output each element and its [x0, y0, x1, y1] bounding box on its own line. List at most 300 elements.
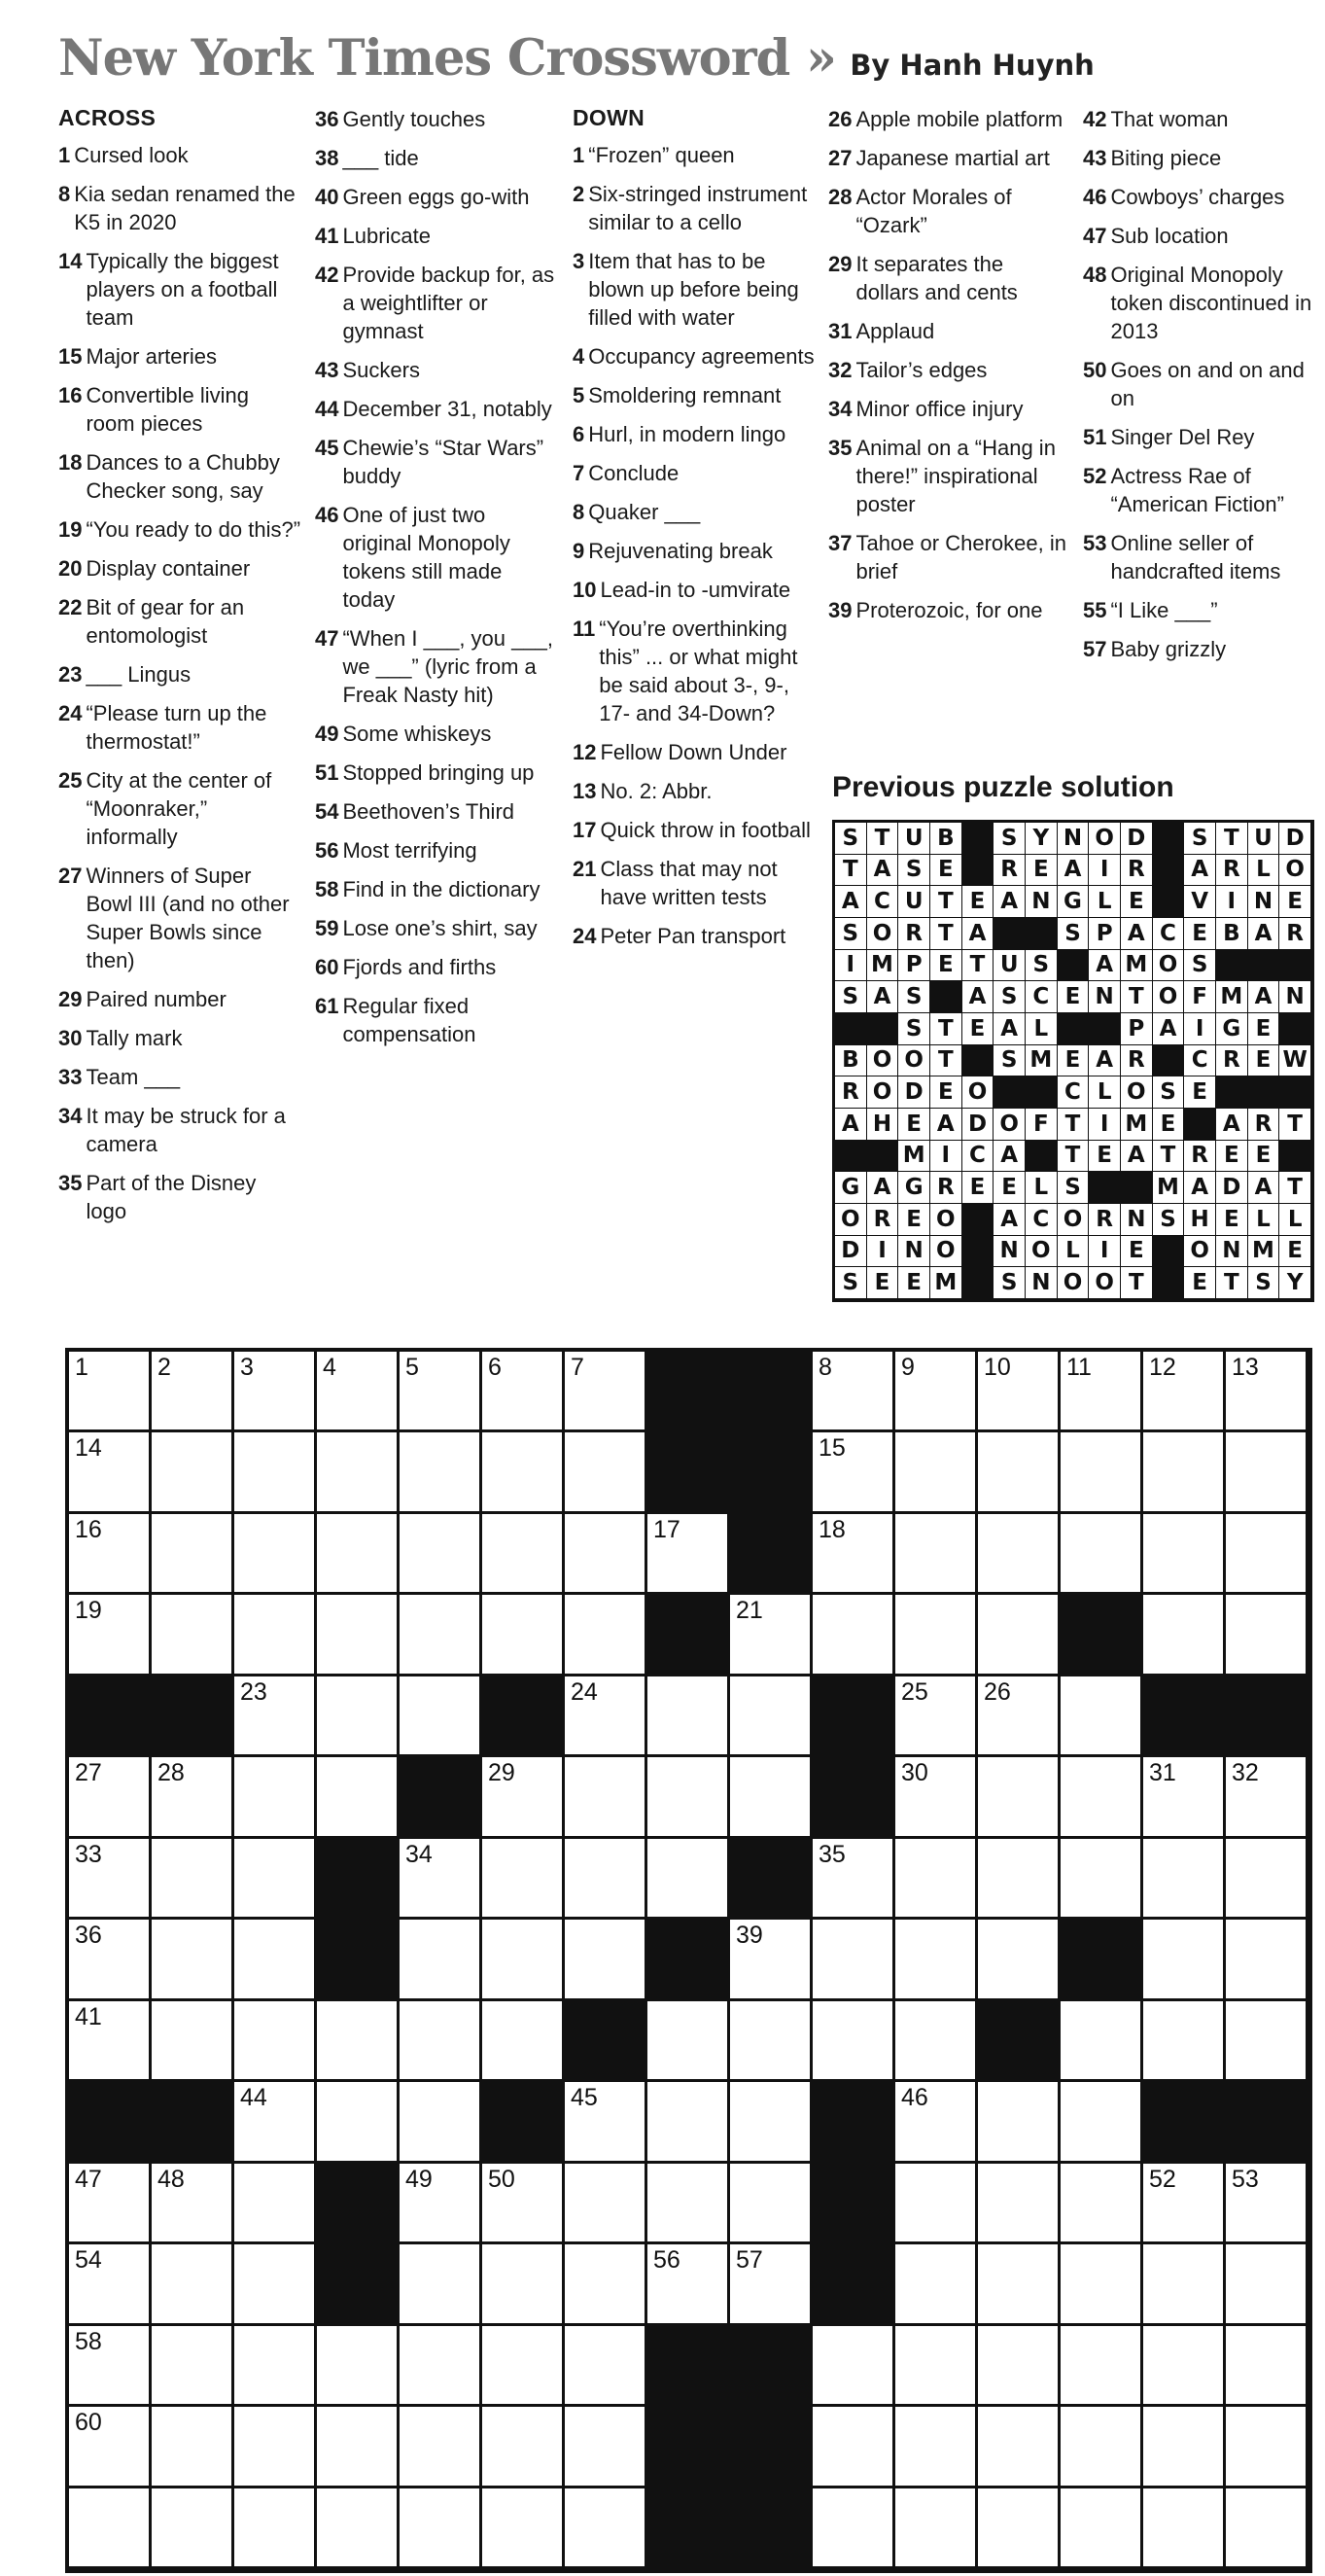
solution-block — [1089, 1172, 1121, 1204]
grid-cell[interactable] — [317, 1757, 400, 1838]
grid-cell[interactable] — [647, 1839, 730, 1920]
down-clue — [573, 816, 816, 844]
grid-cell[interactable] — [152, 1839, 234, 1920]
solution-block — [994, 1076, 1026, 1109]
grid-cell[interactable] — [482, 2244, 565, 2325]
grid-cell[interactable] — [565, 1676, 647, 1757]
cell-number: 24 — [571, 1677, 598, 1706]
clue-text: Biting piece — [1110, 146, 1222, 170]
grid-cell[interactable] — [1061, 2082, 1143, 2163]
grid-cell[interactable] — [69, 1920, 152, 2000]
grid-cell[interactable] — [1061, 1676, 1143, 1757]
grid-cell[interactable] — [317, 2326, 400, 2407]
grid-block — [647, 2488, 730, 2569]
grid-cell[interactable] — [69, 2001, 152, 2082]
grid-cell[interactable] — [1061, 2001, 1143, 2082]
grid-cell[interactable] — [482, 2326, 565, 2407]
grid-cell[interactable] — [565, 2164, 647, 2244]
solution-letter: G — [898, 1172, 930, 1204]
grid-cell[interactable] — [565, 2244, 647, 2325]
cell-number: 3 — [240, 1354, 254, 1381]
grid-cell[interactable] — [813, 1514, 895, 1595]
grid-cell[interactable] — [978, 2082, 1061, 2163]
grid-cell[interactable] — [482, 1839, 565, 1920]
grid-cell[interactable] — [1226, 1920, 1308, 2000]
grid-cell[interactable] — [730, 1676, 813, 1757]
solution-letter: R — [930, 1172, 962, 1204]
grid-cell[interactable] — [813, 2326, 895, 2407]
solution-letter: U — [1248, 823, 1280, 855]
grid-cell[interactable] — [565, 1839, 647, 1920]
solution-letter: H — [867, 1109, 899, 1141]
grid-cell[interactable] — [1143, 1514, 1226, 1595]
down-clue — [1083, 183, 1321, 211]
grid-cell[interactable] — [152, 1352, 234, 1432]
grid-cell[interactable] — [152, 1432, 234, 1513]
grid-cell[interactable] — [1226, 1757, 1308, 1838]
grid-cell[interactable] — [317, 1432, 400, 1513]
grid-cell[interactable] — [565, 1757, 647, 1838]
grid-cell[interactable] — [730, 2001, 813, 2082]
cell-number: 9 — [901, 1354, 915, 1381]
grid-cell[interactable] — [400, 2326, 482, 2407]
grid-cell[interactable] — [978, 1595, 1061, 1676]
grid-cell[interactable] — [1061, 2407, 1143, 2488]
grid-cell[interactable] — [1143, 2244, 1226, 2325]
cell-number: 57 — [736, 2246, 763, 2275]
grid-cell[interactable] — [400, 1839, 482, 1920]
clue-number: 58 — [315, 877, 339, 901]
grid-cell[interactable] — [400, 1595, 482, 1676]
grid-cell[interactable] — [1226, 2407, 1308, 2488]
grid-cell[interactable] — [482, 2407, 565, 2488]
solution-letter: E — [1279, 886, 1311, 918]
grid-cell[interactable] — [234, 2164, 317, 2244]
solution-letter: T — [867, 823, 899, 855]
grid-cell[interactable] — [1226, 2326, 1308, 2407]
across-clue — [58, 660, 301, 688]
grid-cell[interactable] — [152, 2244, 234, 2325]
grid-cell[interactable] — [895, 2488, 978, 2569]
grid-cell[interactable] — [813, 1839, 895, 1920]
cell-number: 15 — [819, 1434, 846, 1463]
grid-cell[interactable] — [1226, 1352, 1308, 1432]
grid-cell[interactable] — [647, 2082, 730, 2163]
clue-number: 45 — [315, 436, 339, 460]
grid-cell[interactable] — [1226, 2164, 1308, 2244]
grid-cell[interactable] — [1226, 1839, 1308, 1920]
solution-letter: A — [1121, 1141, 1153, 1173]
grid-cell[interactable] — [400, 1432, 482, 1513]
grid-cell[interactable] — [647, 2001, 730, 2082]
solution-letter: B — [1216, 918, 1248, 950]
solution-letter: E — [1184, 1076, 1216, 1109]
grid-cell[interactable] — [152, 1595, 234, 1676]
grid-cell[interactable] — [69, 2244, 152, 2325]
grid-cell[interactable] — [400, 2244, 482, 2325]
grid-cell[interactable] — [565, 1920, 647, 2000]
grid-cell[interactable] — [978, 2407, 1061, 2488]
grid-cell[interactable] — [234, 2326, 317, 2407]
grid-cell[interactable] — [317, 2001, 400, 2082]
grid-cell[interactable] — [1226, 2244, 1308, 2325]
cell-number: 44 — [240, 2084, 267, 2112]
grid-cell[interactable] — [895, 1595, 978, 1676]
clue-number: 57 — [1083, 637, 1107, 661]
grid-cell[interactable] — [978, 2244, 1061, 2325]
cell-number: 60 — [75, 2409, 102, 2437]
grid-cell[interactable] — [234, 2244, 317, 2325]
grid-cell[interactable] — [317, 2488, 400, 2569]
grid-cell[interactable] — [152, 2164, 234, 2244]
grid-block — [400, 1757, 482, 1838]
solution-letter: Y — [1026, 823, 1058, 855]
clue-number: 47 — [1083, 224, 1107, 248]
grid-cell[interactable] — [565, 2488, 647, 2569]
grid-cell[interactable] — [400, 2082, 482, 2163]
grid-cell[interactable] — [895, 1757, 978, 1838]
grid-cell[interactable] — [152, 1757, 234, 1838]
clue-text: Green eggs go-with — [342, 185, 530, 209]
solution-letter: S — [1153, 1204, 1185, 1236]
grid-cell[interactable] — [234, 2488, 317, 2569]
solution-letter: F — [1184, 981, 1216, 1013]
grid-cell[interactable] — [565, 2326, 647, 2407]
down-clue — [1083, 635, 1321, 663]
grid-block — [647, 2407, 730, 2488]
grid-cell[interactable] — [69, 1514, 152, 1595]
down-clue — [573, 420, 816, 448]
grid-cell[interactable] — [482, 1432, 565, 1513]
solution-letter: A — [1058, 855, 1090, 887]
grid-cell[interactable] — [1143, 1432, 1226, 1513]
across-clue — [315, 501, 558, 614]
clue-text: Lead-in to -umvirate — [600, 578, 791, 602]
grid-cell[interactable] — [895, 2082, 978, 2163]
grid-cell[interactable] — [400, 1920, 482, 2000]
grid-cell[interactable] — [152, 2407, 234, 2488]
grid-cell[interactable] — [482, 2164, 565, 2244]
clue-number: 11 — [573, 617, 596, 641]
grid-cell[interactable] — [482, 1757, 565, 1838]
grid-cell[interactable] — [647, 2164, 730, 2244]
grid-cell[interactable] — [1143, 2001, 1226, 2082]
solution-letter: O — [930, 1236, 962, 1268]
grid-cell[interactable] — [895, 1839, 978, 1920]
clue-number: 27 — [58, 864, 83, 888]
grid-cell[interactable] — [978, 1432, 1061, 1513]
grid-cell[interactable] — [152, 2488, 234, 2569]
solution-letter: L — [1089, 1076, 1121, 1109]
grid-block — [317, 1920, 400, 2000]
grid-cell[interactable] — [1226, 1432, 1308, 1513]
grid-cell[interactable] — [978, 2488, 1061, 2569]
grid-cell[interactable] — [813, 1432, 895, 1513]
grid-cell[interactable] — [152, 1514, 234, 1595]
grid-cell[interactable] — [565, 1352, 647, 1432]
grid-cell[interactable] — [978, 1514, 1061, 1595]
grid-cell[interactable] — [895, 2001, 978, 2082]
clue-text: Item that has to be blown up before being filled with water — [588, 249, 799, 330]
cell-number: 39 — [736, 1922, 763, 1950]
grid-cell[interactable] — [317, 1514, 400, 1595]
clue-text: December 31, notably — [342, 397, 552, 421]
grid-cell[interactable] — [234, 1757, 317, 1838]
grid-cell[interactable] — [895, 2407, 978, 2488]
clue-text: Stopped bringing up — [342, 760, 535, 785]
grid-cell[interactable] — [565, 1432, 647, 1513]
grid-cell[interactable] — [813, 2407, 895, 2488]
across-clue — [58, 1024, 301, 1052]
solution-block — [1058, 950, 1090, 982]
solution-letter: H — [1184, 1204, 1216, 1236]
grid-cell[interactable] — [152, 2001, 234, 2082]
grid-cell[interactable] — [234, 1514, 317, 1595]
grid-cell[interactable] — [1143, 1920, 1226, 2000]
grid-cell[interactable] — [813, 1920, 895, 2000]
grid-cell[interactable] — [152, 1920, 234, 2000]
grid-cell[interactable] — [317, 1676, 400, 1757]
grid-cell[interactable] — [1061, 1514, 1143, 1595]
grid-cell[interactable] — [730, 2244, 813, 2325]
solution-block — [1216, 1076, 1248, 1109]
cell-number: 34 — [405, 1840, 433, 1868]
grid-cell[interactable] — [317, 1352, 400, 1432]
clue-text: Winners of Super Bowl III (and no other Super Bowls since then) — [86, 864, 290, 972]
clue-number: 54 — [315, 799, 339, 824]
grid-cell[interactable] — [1143, 2407, 1226, 2488]
down-clue — [573, 180, 816, 236]
grid-block — [565, 2001, 647, 2082]
grid-cell[interactable] — [1061, 1432, 1143, 1513]
grid-block — [482, 2082, 565, 2163]
solution-letter: N — [994, 1236, 1026, 1268]
grid-cell[interactable] — [1226, 1514, 1308, 1595]
grid-cell[interactable] — [400, 2407, 482, 2488]
clue-number: 33 — [58, 1065, 83, 1089]
grid-cell[interactable] — [895, 2164, 978, 2244]
grid-cell[interactable] — [1226, 2488, 1308, 2569]
crossword-grid[interactable] — [65, 1348, 1312, 2573]
grid-cell[interactable] — [69, 1432, 152, 1513]
grid-cell[interactable] — [978, 1676, 1061, 1757]
grid-cell[interactable] — [813, 2488, 895, 2569]
grid-cell[interactable] — [565, 1514, 647, 1595]
grid-cell[interactable] — [400, 1514, 482, 1595]
across-clue — [58, 1063, 301, 1091]
grid-cell[interactable] — [978, 1352, 1061, 1432]
cell-number: 21 — [736, 1597, 763, 1625]
solution-letter: O — [867, 918, 899, 950]
grid-cell[interactable] — [482, 1352, 565, 1432]
grid-cell[interactable] — [813, 2001, 895, 2082]
grid-cell[interactable] — [234, 1595, 317, 1676]
grid-cell[interactable] — [895, 1432, 978, 1513]
clue-text: Lubricate — [342, 224, 431, 248]
grid-cell[interactable] — [69, 1757, 152, 1838]
grid-cell[interactable] — [730, 1757, 813, 1838]
grid-cell[interactable] — [895, 2244, 978, 2325]
cell-number: 4 — [323, 1354, 336, 1381]
down-clue — [573, 922, 816, 950]
clue-text: Bit of gear for an entomologist — [86, 595, 245, 648]
grid-cell[interactable] — [978, 2164, 1061, 2244]
across-clue — [315, 395, 558, 423]
grid-cell[interactable] — [400, 2164, 482, 2244]
grid-cell[interactable] — [565, 2407, 647, 2488]
grid-cell[interactable] — [730, 2082, 813, 2163]
clue-column-5 — [1083, 105, 1321, 674]
grid-cell[interactable] — [647, 1514, 730, 1595]
grid-cell[interactable] — [647, 1676, 730, 1757]
grid-cell[interactable] — [1061, 2164, 1143, 2244]
cell-number: 2 — [157, 1354, 171, 1381]
grid-cell[interactable] — [1061, 1839, 1143, 1920]
solution-letter: T — [835, 855, 867, 887]
across-clue — [315, 434, 558, 490]
grid-cell[interactable] — [895, 1352, 978, 1432]
grid-cell[interactable] — [1143, 1352, 1226, 1432]
grid-cell[interactable] — [400, 2488, 482, 2569]
across-clue — [58, 247, 301, 332]
grid-cell[interactable] — [234, 1839, 317, 1920]
cell-number: 27 — [75, 1759, 102, 1787]
solution-letter: I — [835, 950, 867, 982]
cell-number: 32 — [1232, 1759, 1259, 1787]
grid-cell[interactable] — [69, 2326, 152, 2407]
grid-cell[interactable] — [400, 1676, 482, 1757]
down-clue — [828, 596, 1071, 624]
grid-cell[interactable] — [400, 2001, 482, 2082]
grid-block — [317, 1839, 400, 1920]
clue-text: Gently touches — [342, 107, 486, 131]
cell-number: 17 — [653, 1515, 680, 1543]
grid-cell[interactable] — [1143, 1839, 1226, 1920]
clue-text: Minor office injury — [855, 397, 1024, 421]
grid-cell[interactable] — [482, 2488, 565, 2569]
solution-letter: R — [835, 1076, 867, 1109]
grid-cell[interactable] — [69, 2164, 152, 2244]
grid-cell[interactable] — [978, 1920, 1061, 2000]
grid-cell[interactable] — [152, 2326, 234, 2407]
grid-cell[interactable] — [730, 2164, 813, 2244]
grid-cell[interactable] — [1061, 1352, 1143, 1432]
solution-letter: O — [867, 1076, 899, 1109]
grid-cell[interactable] — [895, 1514, 978, 1595]
grid-cell[interactable] — [234, 2082, 317, 2163]
grid-cell[interactable] — [978, 1839, 1061, 1920]
clue-number: 18 — [58, 450, 83, 475]
grid-cell[interactable] — [234, 1432, 317, 1513]
grid-cell[interactable] — [813, 1595, 895, 1676]
solution-letter: E — [1153, 1109, 1185, 1141]
clue-number: 42 — [315, 263, 339, 287]
solution-letter: D — [1279, 823, 1311, 855]
grid-cell[interactable] — [1143, 2488, 1226, 2569]
clue-text: Singer Del Rey — [1110, 425, 1255, 449]
grid-cell[interactable] — [1061, 2488, 1143, 2569]
grid-cell[interactable] — [1226, 2001, 1308, 2082]
clue-number: 22 — [58, 595, 83, 619]
grid-cell[interactable] — [1061, 2326, 1143, 2407]
grid-cell[interactable] — [69, 1595, 152, 1676]
grid-cell[interactable] — [895, 1676, 978, 1757]
grid-cell[interactable] — [234, 2001, 317, 2082]
grid-cell[interactable] — [565, 2082, 647, 2163]
grid-cell[interactable] — [69, 1839, 152, 1920]
solution-letter: L — [1026, 1172, 1058, 1204]
clue-column-3 — [573, 105, 816, 961]
clue-number: 52 — [1083, 464, 1107, 488]
grid-cell[interactable] — [234, 1920, 317, 2000]
grid-cell[interactable] — [317, 1595, 400, 1676]
grid-block — [813, 1757, 895, 1838]
grid-cell[interactable] — [1061, 2244, 1143, 2325]
grid-cell[interactable] — [1061, 1757, 1143, 1838]
grid-cell[interactable] — [1226, 1595, 1308, 1676]
grid-cell[interactable] — [234, 2407, 317, 2488]
grid-cell[interactable] — [1143, 2326, 1226, 2407]
across-clue — [315, 953, 558, 981]
grid-cell[interactable] — [730, 1595, 813, 1676]
solution-block — [994, 918, 1026, 950]
solution-letter: S — [994, 1045, 1026, 1077]
clue-text: One of just two original Monopoly tokens still made today — [342, 503, 510, 612]
grid-cell[interactable] — [895, 2326, 978, 2407]
puzzle-header — [58, 29, 1095, 88]
grid-cell[interactable] — [317, 2082, 400, 2163]
grid-cell[interactable] — [69, 2407, 152, 2488]
solution-letter: N — [1026, 886, 1058, 918]
grid-cell[interactable] — [482, 2001, 565, 2082]
grid-cell[interactable] — [482, 1920, 565, 2000]
grid-cell[interactable] — [978, 1757, 1061, 1838]
clue-number: 34 — [828, 397, 853, 421]
grid-cell[interactable] — [565, 1595, 647, 1676]
grid-cell[interactable] — [69, 2488, 152, 2569]
grid-cell[interactable] — [1143, 1595, 1226, 1676]
grid-cell[interactable] — [978, 2326, 1061, 2407]
solution-letter: O — [1058, 1204, 1090, 1236]
solution-block — [1279, 1141, 1311, 1173]
grid-cell[interactable] — [813, 1352, 895, 1432]
grid-cell[interactable] — [234, 1676, 317, 1757]
grid-cell[interactable] — [482, 1514, 565, 1595]
down-clue — [828, 105, 1071, 133]
grid-cell[interactable] — [647, 2244, 730, 2325]
solution-letter: S — [994, 1267, 1026, 1299]
grid-cell[interactable] — [234, 1352, 317, 1432]
solution-letter: T — [1121, 1267, 1153, 1299]
grid-block — [730, 2407, 813, 2488]
solution-block — [1026, 918, 1058, 950]
grid-cell[interactable] — [482, 1595, 565, 1676]
grid-cell[interactable] — [69, 1352, 152, 1432]
grid-cell[interactable] — [1143, 1757, 1226, 1838]
grid-cell[interactable] — [317, 2407, 400, 2488]
grid-cell[interactable] — [647, 1757, 730, 1838]
grid-cell[interactable] — [400, 1352, 482, 1432]
clue-number: 56 — [315, 838, 339, 863]
grid-cell[interactable] — [895, 1920, 978, 2000]
grid-cell[interactable] — [1143, 2164, 1226, 2244]
clue-text: Major arteries — [86, 344, 217, 369]
clue-number: 61 — [315, 994, 339, 1018]
solution-letter: O — [1184, 1236, 1216, 1268]
clue-text: Part of the Disney logo — [86, 1171, 257, 1223]
clue-text: Paired number — [86, 987, 227, 1011]
grid-cell[interactable] — [730, 1920, 813, 2000]
